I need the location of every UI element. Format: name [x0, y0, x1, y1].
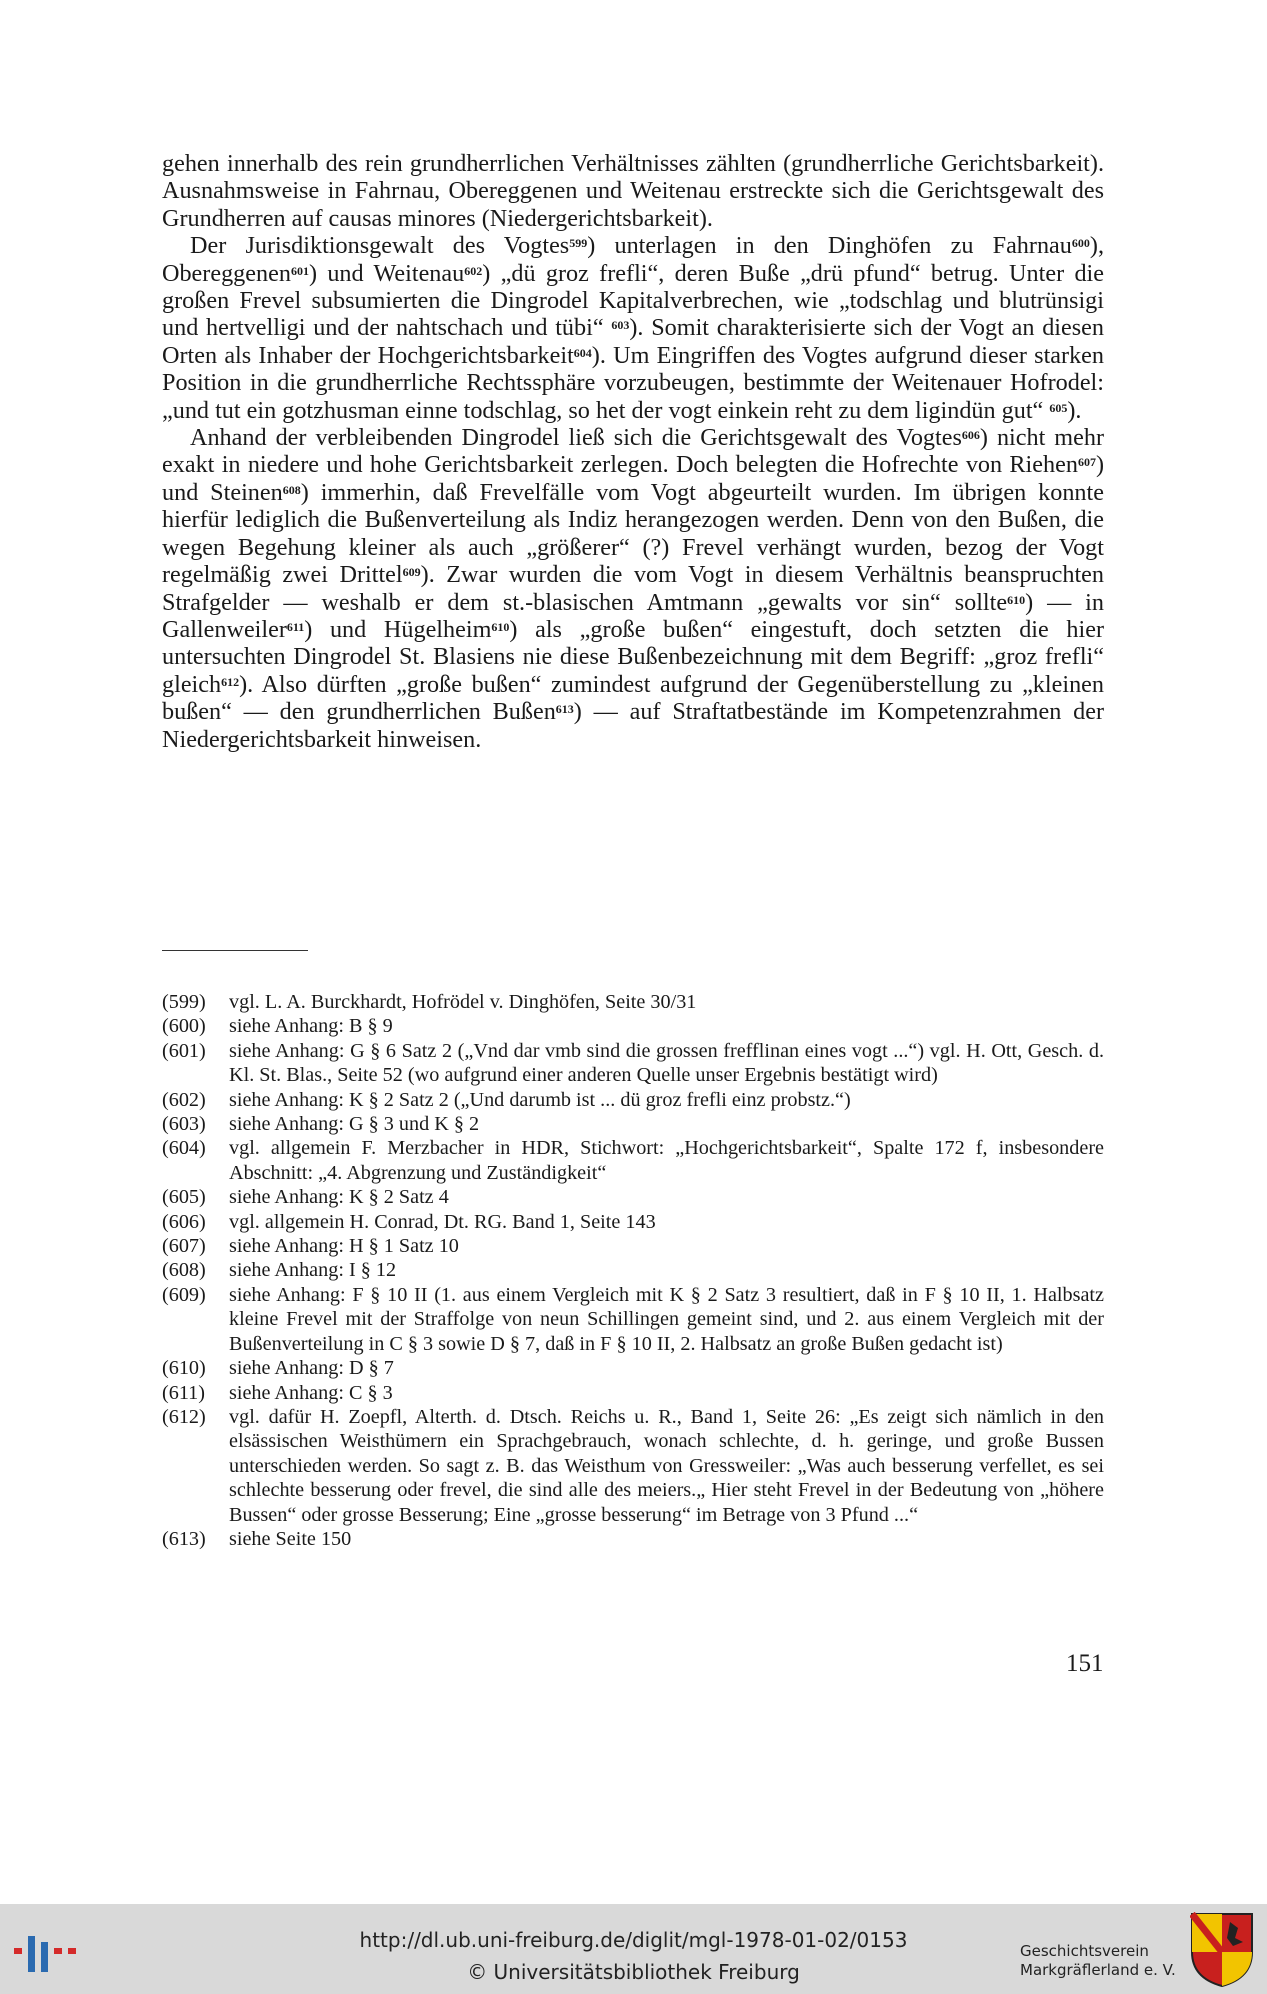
footnote: (610) siehe Anhang: D § 7 [162, 1357, 394, 1380]
footnote: (603) siehe Anhang: G § 3 und K § 2 [162, 1113, 480, 1136]
society-name: Geschichtsverein Markgräflerland e. V. [1020, 1942, 1176, 1979]
footnote-divider [162, 950, 308, 951]
footnote: (612) vgl. dafür H. Zoepfl, Alterth. d. Dtsch. Reichs u. R., Band 1, Seite 26: „Es zeigt sich nämlich in den elsässischen Weisthümern ein Sprachgebrauch, wonach schlechte, d. h. geringe, und große Bussen unterschieden werden. So sagt z. B. das Weisthum von Gressweiler: „Was auch besserung verfellet, es sei schlechte besserung oder frevel, die sind alle des meiers.„ Hier steht Frevel in der Bedeutung von „höhere Bussen“ oder grosse Besserung; Eine „grosse besserung“ im Betrage von 3 Pfund ...“ [162, 1405, 1104, 1526]
footnote-ref: 606 [961, 428, 980, 443]
footnote: (601) siehe Anhang: G § 6 Satz 2 („Vnd dar vmb sind die grossen frefflinan eines vogt ...“) vgl. H. Ott, Gesch. d. Kl. St. Blas., Seite 52 (wo aufgrund einer anderen Quelle unser Ergebnis bestätigt wird) [162, 1039, 1104, 1087]
copyright-text: © Universitätsbibliothek Freiburg [467, 1960, 800, 1984]
footnote: (608) siehe Anhang: I § 12 [162, 1259, 397, 1282]
footnote-ref: 599 [569, 236, 588, 251]
footnote: (609) siehe Anhang: F § 10 II (1. aus einem Vergleich mit K § 2 Satz 3 resultiert, daß in F § 10 II, 1. Halbsatz kleine Frevel mit der Straffolge von neun Schillingen gemeint sind, und 2. aus einem Vergleich mit der Bußenverteilung in C § 3 sowie D § 7, daß in F § 10 II, 2. Halbsatz an große Bußen gedacht ist) [162, 1283, 1104, 1355]
footnote: (605) siehe Anhang: K § 2 Satz 4 [162, 1186, 449, 1209]
footnote-ref: 613 [555, 702, 574, 717]
footnote: (599) vgl. L. A. Burckhardt, Hofrödel v. Dinghöfen, Seite 30/31 [162, 991, 697, 1013]
footnote-ref: 605 [1049, 400, 1068, 415]
page-number: 151 [1066, 1650, 1104, 1677]
footnote: (602) siehe Anhang: K § 2 Satz 2 („Und darumb ist ... dü groz frefli einz probstz.“) [162, 1088, 851, 1111]
footnote: (600) siehe Anhang: B § 9 [162, 1015, 393, 1038]
footnote-ref: 611 [286, 619, 305, 634]
paragraph-2: Der Jurisdiktionsgewalt des Vogtes$^{599}$) unterlagen in den Dinghöfen zu Fahrnau$^{600}$), Obereggenen$^{601}$) und Weitenau$^{602}$) „dü groz frefli“, deren Buße „drü pfund“ betrug. Unter die großen Frevel subsumierten die Dingrodel Kapitalverbrechen, wie „todschlag und blutrünsigi und hertvelligi und der nahtschach und tübi“ $^{603}$). Somit charakterisierte sich der Vogt an diesen Orten als Inhaber der Hochgerichtsbarkeit$^{604}$). Um Eingriffen des Vogtes aufgrund dieser starken Position in die grundherrliche Rechtssphäre vorzubeugen, bestimmte der Weitenauer Hofrodel: „und tut ein gotzhusman einne todschlag, so het der vogt einkein reht zu dem ligindün gut“ $^{605}$). [162, 232, 1105, 424]
footnote-ref: 603 [611, 318, 630, 333]
footnote-ref: 607 [1077, 455, 1096, 470]
footnotes [162, 990, 1104, 1551]
footnote: (613) siehe Seite 150 [162, 1527, 352, 1550]
footnote: (604) vgl. allgemein F. Merzbacher in HDR, Stichwort: „Hochgerichtsbarkeit“, Spalte 172 f, insbesondere Abschnitt: „4. Abgrenzung und Zuständigkeit“ [162, 1137, 1104, 1184]
society-crest-icon [1190, 1912, 1254, 1988]
footnote: (607) siehe Anhang: H § 1 Satz 10 [162, 1235, 459, 1258]
footnote: (606) vgl. allgemein H. Conrad, Dt. RG. Band 1, Seite 143 [162, 1210, 656, 1233]
footnote-ref: 609 [402, 565, 421, 580]
paragraph-3: Anhand der verbleibenden Dingrodel ließ sich die Gerichtsgewalt des Vogtes$^{606}$) nicht mehr exakt in niedere und hohe Gerichtsbarkeit zerlegen. Doch belegten die Hofrechte von Riehen$^{607}$) und Steinen$^{608}$) immerhin, daß Frevelfälle vom Vogt abgeurteilt wurden. Im übrigen konnte hierfür lediglich die Bußenverteilung als Indiz herangezogen werden. Denn von den Bußen, die wegen Begehung kleiner als auch „größerer“ (?) Frevel verhängt wurden, bezog der Vogt regelmäßig zwei Drittel$^{609}$). Zwar wurden die vom Vogt in diesem Verhältnis beanspruchten Strafgelder — weshalb er dem st.-blasischen Amtmann „gewalts vor sin“ sollte$^{610}$) — in Gallenweiler$^{611}$) und Hügelheim$^{610}$) als „große bußen“ eingestuft, doch setzten die hier untersuchten Dingrodel St. Blasiens nie diese Bußenbezeichnung mit dem Begriff: „groz frefli“ gleich$^{612}$). Also dürften „große bußen“ zumindest aufgrund der Gegenüberstellung zu „kleinen bußen“ — den grundherrlichen Bußen$^{613}$) — auf Straftatbestände im Kompetenzrahmen der Niedergerichtsbarkeit hinweisen. [162, 424, 1105, 753]
document-url-link[interactable]: http://dl.ub.uni-freiburg.de/diglit/mgl-1978-01-02/0153 [359, 1928, 908, 1952]
footnote-ref: 602 [464, 263, 483, 278]
paragraph-1: gehen innerhalb des rein grundherrlichen Verhältnisses zählten (grundherrliche Gerichtsbarkeit). Ausnahmsweise in Fahrnau, Obereggenen und Weitenau erstreckte sich die Gerichtsgewalt des Grundherren auf causas minores (Niedergerichtsbarkeit). [162, 150, 1104, 232]
footnote-ref: 612 [221, 674, 240, 689]
main-text [162, 150, 1104, 753]
footer-bar [0, 1904, 1267, 1994]
footnote-ref: 610 [1007, 592, 1026, 607]
footnote-ref: 600 [1071, 236, 1090, 251]
footnote-ref: 601 [290, 263, 309, 278]
footnote-ref: 604 [573, 345, 592, 360]
footnote-ref: 610 [491, 619, 510, 634]
footnote-ref: 608 [282, 482, 301, 497]
footnote: (611) siehe Anhang: C § 3 [162, 1381, 393, 1404]
